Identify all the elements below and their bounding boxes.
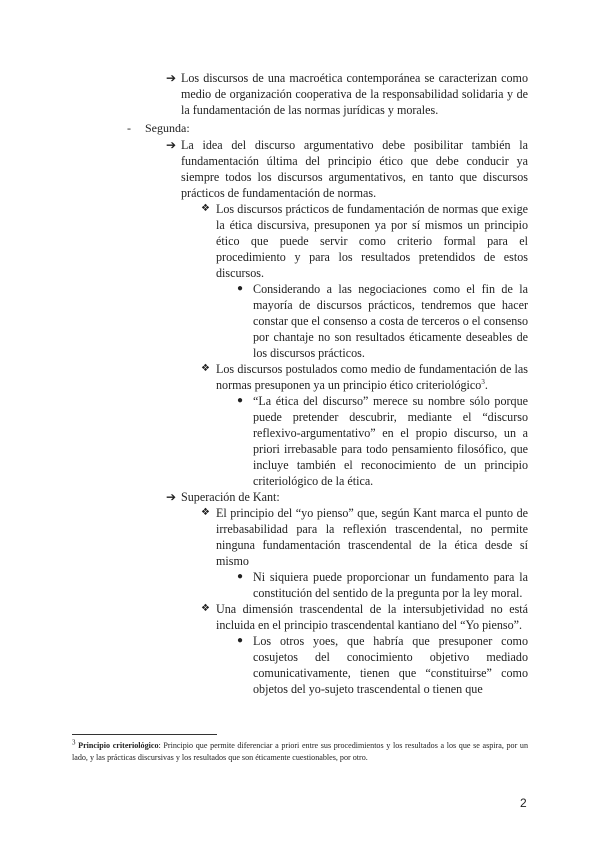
page-number: 2 <box>520 796 527 810</box>
dot-bullet-icon: ● <box>237 395 244 406</box>
diamond-bullet-icon: ❖ <box>201 507 210 518</box>
paragraph-macroetica: Los discursos de una macroética contemporánea se caracterizan como medio de organización cooperativa de la responsabilidad solidaria y de la fundamentación de las normas jurídicas y morales. <box>181 71 528 117</box>
diamond-bullet-icon: ❖ <box>201 603 210 614</box>
paragraph-dimension-trascendental: Una dimensión trascendental de la intersubjetividad no está incluida en el principio trascendental kantiano del “Yo pienso”. <box>216 602 528 632</box>
paragraph-discursos-postulados <box>216 361 528 393</box>
paragraph-otros-yoes: Los otros yoes, que habría que presuponer como cosujetos del conocimiento objetivo mediado comunicativamente, tienen que “constituirse” como objetos del yo-sujeto trascendental o tienen que <box>253 634 528 696</box>
dash-bullet: - <box>127 121 131 135</box>
footnote-separator <box>72 734 217 735</box>
diamond-bullet-icon: ❖ <box>201 203 210 214</box>
footnote <box>72 740 528 763</box>
footnote-reference: 3 <box>481 377 485 386</box>
paragraph-yo-pienso: El principio del “yo pienso” que, según Kant marca el punto de irrebasabilidad para la reflexión trascendental, no permite ninguna fundamentación trascendental de la ética desde sí mismo <box>216 506 528 568</box>
arrow-bullet-icon: ➔ <box>166 71 177 85</box>
paragraph-discursos-practicos: Los discursos prácticos de fundamentación de normas que exige la ética discursiva, presuponen ya por sí mismos un principio ético que puede servir como criterio formal para el procedimiento y para los resultados pretendidos de estos discursos. <box>216 202 528 280</box>
heading-superacion-kant: Superación de Kant: <box>181 490 280 504</box>
postulados-end: . <box>484 378 488 392</box>
footnote-text: : Principio que permite diferenciar a priori entre sus procedimientos y los resultados a los que se aspira, por un lado, y las prácticas discursivas y los resultados que son éticamente cuestionables, por otro. <box>72 741 528 762</box>
footnote-number: 3 <box>72 738 76 747</box>
postulados-text: Los discursos postulados como medio de fundamentación de las normas presuponen ya un principio ético criteriológico <box>216 362 528 392</box>
paragraph-negociaciones: Considerando a las negociaciones como el fin de la mayoría de discursos prácticos, tendremos que hacer constar que el consenso a costa de terceros o el consenso por chantaje no son resultados éticamente deseables de los discursos prácticos. <box>253 282 528 360</box>
dot-bullet-icon: ● <box>237 571 244 582</box>
paragraph-ni-siquiera: Ni siquiera puede proporcionar un fundamento para la constitución del sentido de la pregunta por la ley moral. <box>253 570 528 600</box>
diamond-bullet-icon: ❖ <box>201 363 210 374</box>
paragraph-idea-discurso: La idea del discurso argumentativo debe posibilitar también la fundamentación última del principio ético que debe conducir ya siempre todos los discursos argumentativos, en tanto que discursos prácticos de fundamentación de normas. <box>181 138 528 200</box>
segunda-label: Segunda: <box>145 121 190 135</box>
footnote-term: Principio criteriológico <box>78 741 159 750</box>
dot-bullet-icon: ● <box>237 635 244 646</box>
arrow-bullet-icon: ➔ <box>166 490 177 504</box>
paragraph-etica-discurso: “La ética del discurso” merece su nombre sólo porque puede pretender descubrir, mediante el “discurso reflexivo-argumentativo” en el propio discurso, un a priori irrebasable para todo pensamiento filosófico, que incluye también el reconocimiento de un principio criteriológico de la ética. <box>253 394 528 488</box>
arrow-bullet-icon: ➔ <box>166 138 177 152</box>
dot-bullet-icon: ● <box>237 283 244 294</box>
